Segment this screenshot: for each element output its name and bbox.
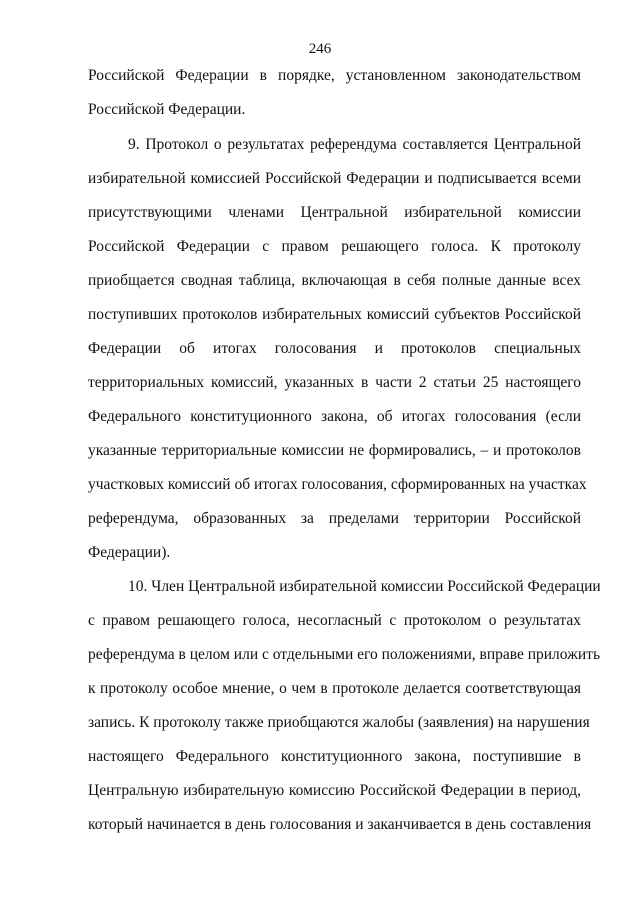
- paragraph-10-start: 10. Член Центральной избирательной комиссии Российской Федерации: [128, 578, 601, 595]
- text-line: запись. К протоколу также приобщаются жалобы (заявления) на нарушения: [88, 714, 590, 731]
- text-line: к протоколу особое мнение, о чем в протоколе делается соответствующая: [88, 680, 581, 697]
- text-line: приобщается сводная таблица, включающая в себя полные данные всех: [88, 272, 581, 289]
- text-line: Российской Федерации.: [88, 101, 246, 118]
- text-line: Центральную избирательную комиссию Российской Федерации в период,: [88, 782, 581, 799]
- text-line: участковых комиссий об итогах голосования, сформированных на участках: [88, 476, 587, 493]
- text-line: избирательной комиссией Российской Федерации и подписывается всеми: [88, 170, 581, 187]
- text-line: Федерации).: [88, 544, 171, 561]
- text-line: Федерального конституционного закона, об итогах голосования (если: [88, 408, 581, 425]
- text-line: с правом решающего голоса, несогласный с протоколом о результатах: [88, 612, 581, 629]
- text-line: поступивших протоколов избирательных комиссий субъектов Российской: [88, 306, 581, 323]
- text-line: который начинается в день голосования и заканчивается в день составления: [88, 816, 592, 833]
- text-line: Российской Федерации в порядке, установленном законодательством: [88, 67, 581, 84]
- text-line: Российской Федерации с правом решающего голоса. К протоколу: [88, 238, 581, 255]
- text-line: референдума, образованных за пределами территории Российской: [88, 510, 581, 527]
- text-line: присутствующими членами Центральной избирательной комиссии: [88, 204, 581, 221]
- page-number: 246: [308, 41, 332, 57]
- text-line: указанные территориальные комиссии не формировались, – и протоколов: [88, 442, 581, 459]
- text-line: Федерации об итогах голосования и протоколов специальных: [88, 340, 581, 357]
- text-line: территориальных комиссий, указанных в части 2 статьи 25 настоящего: [88, 374, 581, 391]
- text-line: референдума в целом или с отдельными его положениями, вправе приложить: [88, 646, 601, 663]
- text-line: настоящего Федерального конституционного закона, поступившие в: [88, 748, 581, 765]
- paragraph-9-start: 9. Протокол о результатах референдума составляется Центральной: [128, 136, 581, 153]
